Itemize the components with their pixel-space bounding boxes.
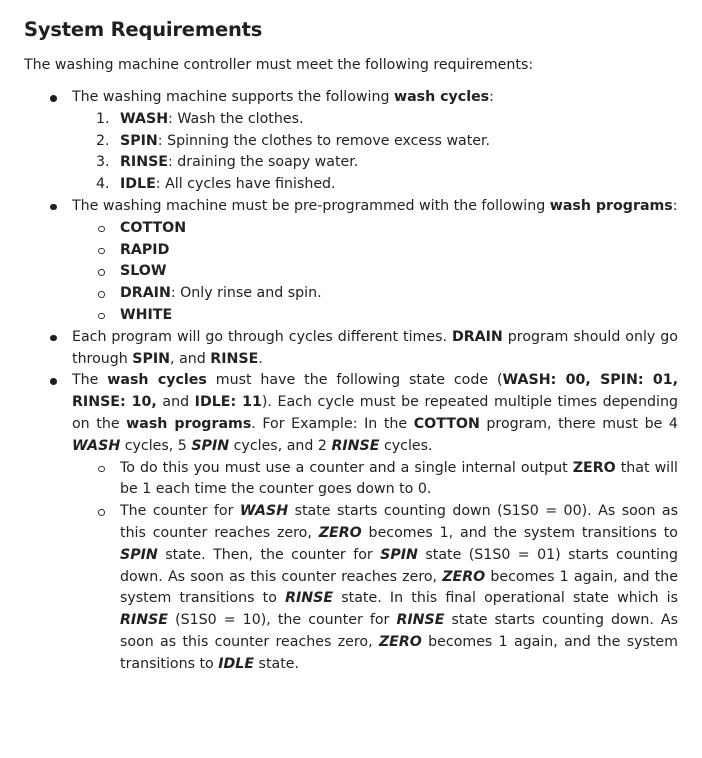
requirement-program-cycles: Each program will go through cycles different times. DRAIN program should only go through SPIN, and RINSE. <box>24 327 678 371</box>
requirement-wash-cycles: The washing machine supports the following wash cycles: 1. WASH: Wash the clothes. 2. SPIN: Spinning the clothes to remove excess water. 3. RINSE: draining the soapy water. 4. IDLE: All cycles have finished. <box>24 87 678 196</box>
list-item: COTTON <box>72 218 678 240</box>
list-item: 1. WASH: Wash the clothes. <box>96 110 304 127</box>
wash-cycles-list <box>72 109 678 196</box>
requirements-list <box>24 87 678 676</box>
list-item: RAPID <box>72 240 678 262</box>
list-item: 4. IDLE: All cycles have finished. <box>96 176 336 193</box>
requirement-state-codes: The wash cycles must have the following state code (WASH: 00, SPIN: 01, RINSE: 10, and IDLE: 11). Each cycle must be repeated multiple times depending on the wash programs. For Example: In the COTTON program, there must be 4 WASH cycles, 5 SPIN cycles, and 2 RINSE cycles. To do this you must use a counter and a single internal output ZERO that will be 1 each time the counter goes down to 0. The counter for WASH state starts counting down (S1S0 = 00). As soon as this counter reaches zero, ZERO becomes 1, and the system transitions to SPIN state. Then, the counter for SPIN state (S1S0 = 01) starts counting down. As soon as this counter reaches zero, ZERO becomes 1 again, and the system transitions to RINSE state. In this final operational state which is RINSE (S1S0 = 10), the counter for RINSE state starts counting down. As soon as this counter reaches zero, ZERO becomes 1 again, and the system transitions to IDLE state. <box>24 370 678 675</box>
list-item: 3. RINSE: draining the soapy water. <box>96 154 359 171</box>
list-item: DRAIN: Only rinse and spin. <box>72 283 678 305</box>
requirement-wash-programs: The washing machine must be pre-programmed with the following wash programs: COTTON RAPID SLOW DRAIN: Only rinse and spin. WHITE <box>24 196 678 327</box>
intro-paragraph: The washing machine controller must meet the following requirements: <box>24 57 534 73</box>
implementation-notes-list <box>72 458 678 676</box>
list-item: SLOW <box>72 261 678 283</box>
list-item: To do this you must use a counter and a single internal output ZERO that will be 1 each time the counter goes down to 0. <box>72 458 678 502</box>
wash-programs-list <box>72 218 678 327</box>
list-item: 2. SPIN: Spinning the clothes to remove excess water. <box>96 132 491 149</box>
list-item: WHITE <box>72 305 678 327</box>
page-title: System Requirements <box>24 18 263 41</box>
list-item: The counter for WASH state starts counting down (S1S0 = 00). As soon as this counter reaches zero, ZERO becomes 1, and the system transitions to SPIN state. Then, the counter for SPIN state (S1S0 = 01) starts counting down. As soon as this counter reaches zero, ZERO becomes 1 again, and the system transitions to RINSE state. In this final operational state which is RINSE (S1S0 = 10), the counter for RINSE state starts counting down. As soon as this counter reaches zero, ZERO becomes 1 again, and the system transitions to IDLE state. <box>72 501 678 675</box>
